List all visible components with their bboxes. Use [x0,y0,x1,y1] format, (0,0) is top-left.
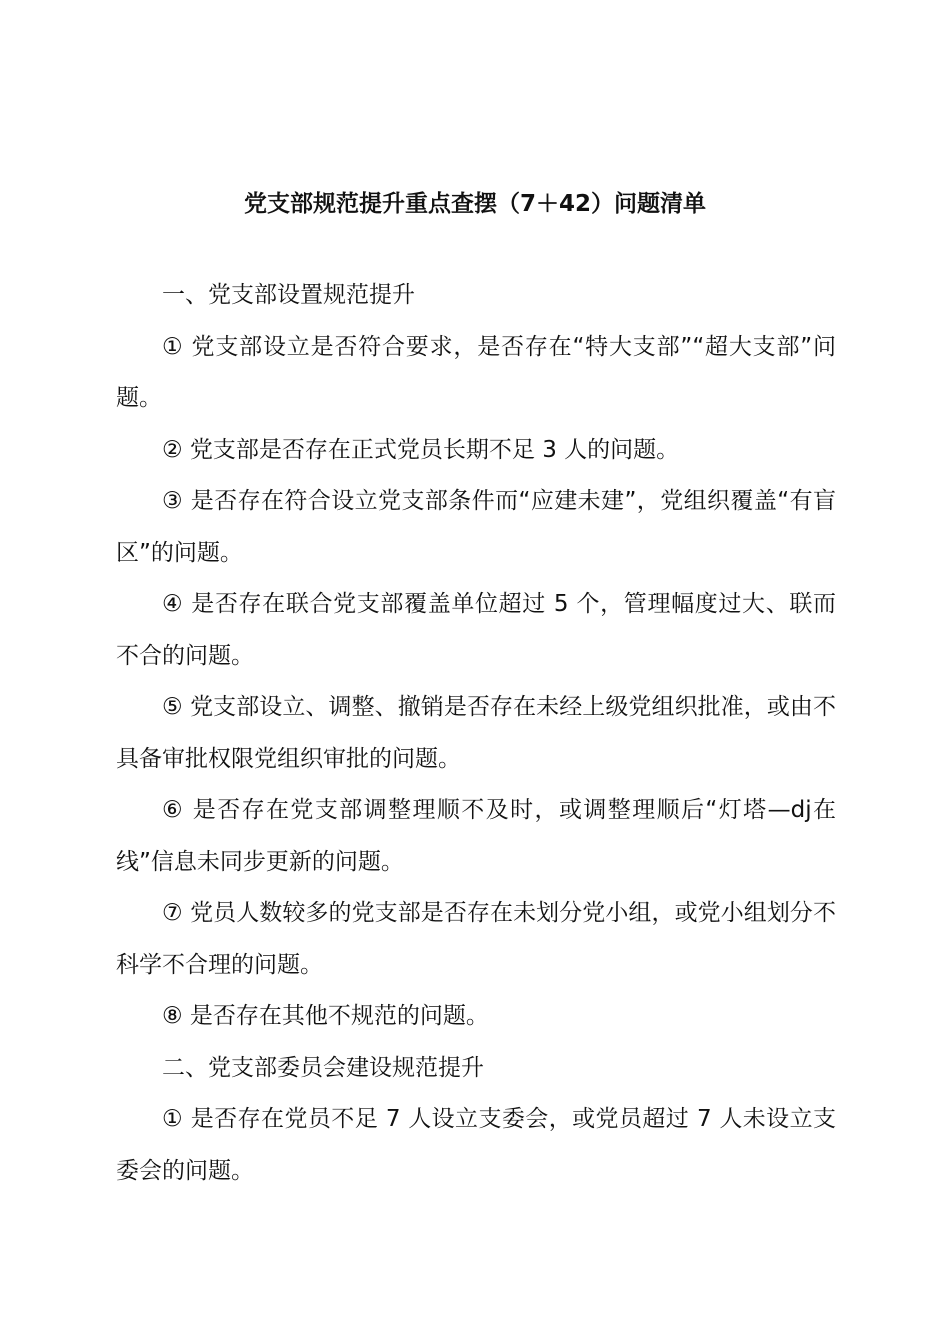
section-heading-1: 一、党支部设置规范提升 [162,282,415,308]
list-item: ⑥ 是否存在党支部调整理顺不及时，或调整理顺后“灯塔—dj在线”信息未同步更新的问题。 [116,797,836,875]
document-title: 党支部规范提升重点查摆（7＋42）问题清单 [243,191,706,217]
list-item: ③ 是否存在符合设立党支部条件而“应建未建”，党组织覆盖“有盲区”的问题。 [116,488,836,566]
list-item: ④ 是否存在联合党支部覆盖单位超过 5 个，管理幅度过大、联而不合的问题。 [116,591,836,669]
list-item: ⑧ 是否存在其他不规范的问题。 [162,1003,489,1029]
list-item: ① 是否存在党员不足 7 人设立支委会，或党员超过 7 人未设立支委会的问题。 [116,1106,836,1184]
list-item: ⑦ 党员人数较多的党支部是否存在未划分党小组，或党小组划分不科学不合理的问题。 [116,900,836,978]
document-body [116,270,836,1197]
list-item: ② 党支部是否存在正式党员长期不足 3 人的问题。 [162,436,680,463]
list-item: ① 党支部设立是否符合要求，是否存在“特大支部”“超大支部”问题。 [116,333,836,411]
section-heading-2: 二、党支部委员会建设规范提升 [162,1054,484,1081]
list-item: ⑤ 党支部设立、调整、撤销是否存在未经上级党组织批准，或由不具备审批权限党组织审批的问题。 [116,694,836,772]
